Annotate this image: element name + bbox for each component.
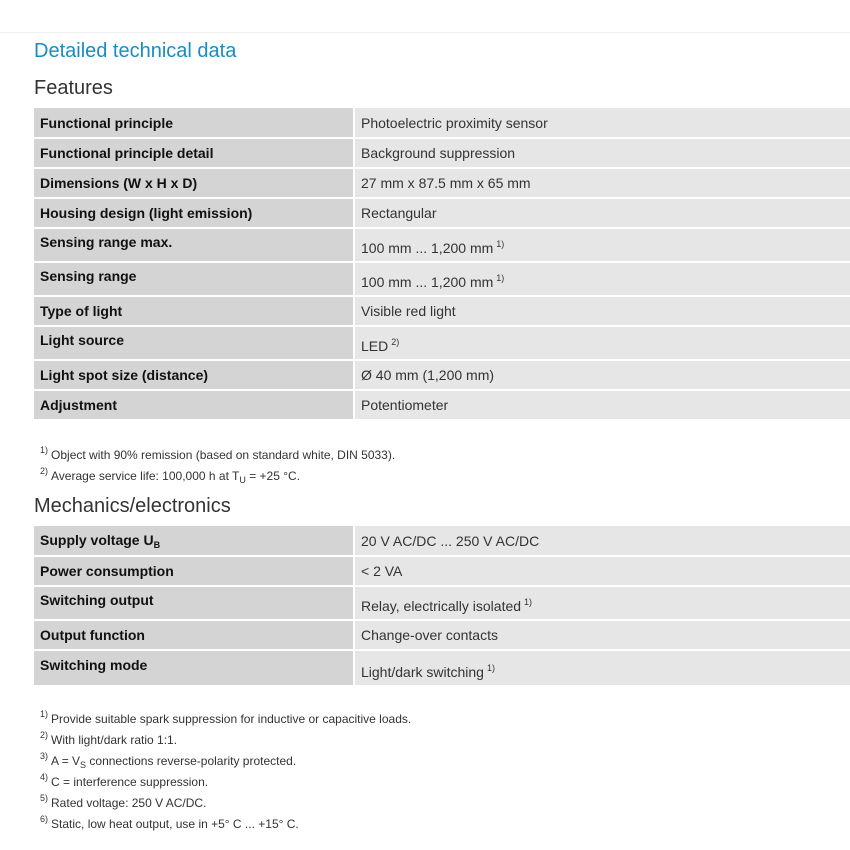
- page-heading: Detailed technical data: [34, 40, 237, 62]
- footnote-mark: 1): [496, 273, 505, 283]
- table-row: [34, 108, 850, 138]
- row-value: Ø 40 mm (1,200 mm): [354, 360, 850, 390]
- row-key: Dimensions (W x H x D): [34, 168, 354, 198]
- footnote-mark: 3): [40, 751, 49, 761]
- row-value: Rectangular: [354, 198, 850, 228]
- table-row: [34, 620, 850, 650]
- table-row: [34, 556, 850, 586]
- table-row: [34, 228, 850, 262]
- table-row: [34, 138, 850, 168]
- footnote: [40, 440, 395, 461]
- footnote-text: Object with 90% remission (based on standard white, DIN 5033).: [51, 448, 396, 462]
- footnote: [40, 461, 395, 485]
- row-value: 27 mm x 87.5 mm x 65 mm: [354, 168, 850, 198]
- row-key: Sensing range max.: [34, 228, 354, 262]
- footnote-text: With light/dark ratio 1:1.: [51, 733, 178, 747]
- footnote-text: Static, low heat output, use in +5° C ... +15° C.: [51, 817, 299, 831]
- footnote-mark: 1): [40, 445, 49, 455]
- row-key: [34, 526, 354, 556]
- features-title: Features: [34, 77, 113, 99]
- footnote: [40, 725, 411, 746]
- row-value: 20 V AC/DC ... 250 V AC/DC: [354, 526, 850, 556]
- table-row: [34, 360, 850, 390]
- footnote-text: A = V: [51, 754, 81, 768]
- mechanics-table: [34, 526, 850, 687]
- footnote-mark: 2): [391, 337, 400, 347]
- row-key: Power consumption: [34, 556, 354, 586]
- row-value: [354, 326, 850, 360]
- footnote: [40, 746, 411, 770]
- row-value: [354, 228, 850, 262]
- footnote-text: Provide suitable spark suppression for inductive or capacitive loads.: [51, 712, 412, 726]
- footnote: [40, 809, 411, 830]
- row-key: Type of light: [34, 296, 354, 326]
- row-key: Switching output: [34, 586, 354, 620]
- features-footnotes: [40, 440, 396, 485]
- row-key: Light source: [34, 326, 354, 360]
- footnote-mark: 6): [40, 814, 49, 824]
- row-key: Functional principle detail: [34, 138, 354, 168]
- row-key: Functional principle: [34, 108, 354, 138]
- value-text: 100 mm ... 1,200 mm: [361, 274, 494, 290]
- top-divider: [0, 32, 850, 33]
- row-value: Change-over contacts: [354, 620, 850, 650]
- key-sub: B: [153, 539, 161, 550]
- footnote: [40, 788, 411, 809]
- mechanics-title: Mechanics/electronics: [34, 495, 231, 517]
- footnote-mark: 2): [40, 730, 49, 740]
- table-row: [34, 168, 850, 198]
- value-text: LED: [361, 338, 389, 354]
- table-row: [34, 262, 850, 296]
- value-text: 100 mm ... 1,200 mm: [361, 240, 494, 256]
- footnote-text: C = interference suppression.: [51, 775, 209, 789]
- footnote: [40, 704, 411, 725]
- value-text: Light/dark switching: [361, 664, 484, 680]
- row-value: [354, 650, 850, 686]
- table-row: [34, 296, 850, 326]
- footnote-sub: S: [80, 760, 87, 770]
- row-value: Background suppression: [354, 138, 850, 168]
- row-value: [354, 262, 850, 296]
- footnote-sub: U: [239, 475, 246, 485]
- footnote: [40, 767, 411, 788]
- row-key: Sensing range: [34, 262, 354, 296]
- footnote-mark: 1): [486, 663, 495, 673]
- footnote-mark: 1): [496, 239, 505, 249]
- value-text: Relay, electrically isolated: [361, 598, 522, 614]
- footnote-mark: 1): [40, 709, 49, 719]
- footnote-mark: 2): [40, 466, 49, 476]
- footnote-mark: 5): [40, 793, 49, 803]
- mechanics-footnotes: [40, 704, 411, 830]
- footnote-text-after: = +25 °C.: [245, 469, 301, 483]
- footnote-text: Rated voltage: 250 V AC/DC.: [51, 796, 207, 810]
- footnote-mark: 1): [524, 597, 533, 607]
- footnote-text-after: connections reverse-polarity protected.: [86, 754, 297, 768]
- features-table: [34, 108, 850, 421]
- table-row: [34, 650, 850, 686]
- row-key: Output function: [34, 620, 354, 650]
- row-value: Visible red light: [354, 296, 850, 326]
- table-row: [34, 198, 850, 228]
- table-row: [34, 586, 850, 620]
- row-value: Potentiometer: [354, 390, 850, 420]
- footnote-text: Average service life: 100,000 h at T: [51, 469, 240, 483]
- row-key: Light spot size (distance): [34, 360, 354, 390]
- row-key: Adjustment: [34, 390, 354, 420]
- row-value: Photoelectric proximity sensor: [354, 108, 850, 138]
- row-key: Switching mode: [34, 650, 354, 686]
- table-row: [34, 526, 850, 556]
- footnote-mark: 4): [40, 772, 49, 782]
- table-row: [34, 390, 850, 420]
- key-text: Supply voltage U: [40, 531, 154, 548]
- row-value: [354, 586, 850, 620]
- row-value: < 2 VA: [354, 556, 850, 586]
- table-row: [34, 326, 850, 360]
- row-key: Housing design (light emission): [34, 198, 354, 228]
